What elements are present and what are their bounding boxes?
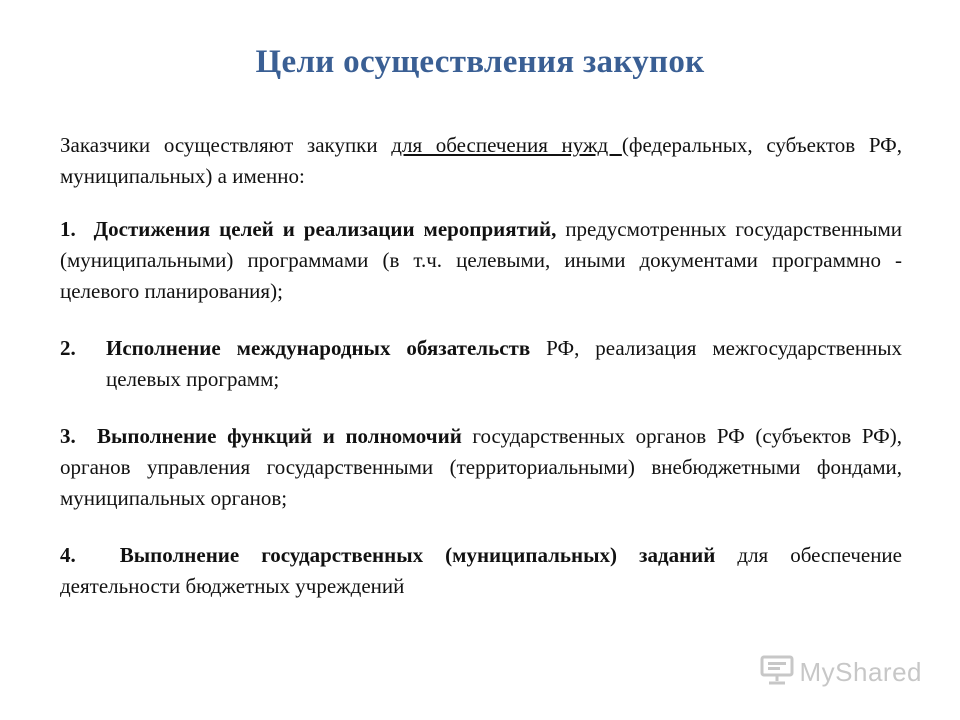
intro-underlined-text: для обеспечения нужд bbox=[391, 133, 622, 157]
intro-text-end: (федеральных, субъектов РФ, муниципальных) а именно: bbox=[60, 133, 902, 188]
item-bold-text: Исполнение международных обязательств bbox=[106, 336, 531, 360]
item-number: 2. bbox=[60, 336, 76, 360]
presentation-board-icon bbox=[760, 655, 794, 690]
list-item-3 bbox=[60, 421, 902, 514]
list-item-4 bbox=[60, 540, 902, 602]
item-bold-text: Достижения целей и реализации мероприятий, bbox=[93, 217, 557, 241]
list-item-1 bbox=[60, 214, 902, 307]
item-number: 1. bbox=[60, 217, 76, 241]
item-text: РФ, реализация межгосударственных целевых программ; bbox=[106, 336, 902, 391]
intro-paragraph bbox=[60, 130, 902, 192]
list-item-2 bbox=[60, 333, 902, 395]
watermark bbox=[760, 655, 923, 690]
item-number: 4. bbox=[60, 543, 76, 567]
item-number: 3. bbox=[60, 424, 76, 448]
item-bold-text: Выполнение функций и полномочий bbox=[97, 424, 462, 448]
item-body bbox=[106, 333, 902, 395]
watermark-text: MyShared bbox=[799, 657, 922, 687]
item-text: предусмотренных государственными (муниципальными) программами (в т.ч. целевыми, иными документами программно - целевого планирования); bbox=[60, 217, 902, 303]
slide-content bbox=[60, 130, 902, 628]
slide-title: Цели осуществления закупок bbox=[255, 44, 705, 80]
item-text: государственных органов РФ (субъектов РФ), органов управления государственными (территориальными) внебюджетными фондами, муниципальных органов; bbox=[60, 424, 902, 510]
item-bold-text: Выполнение государственных (муниципальных) заданий bbox=[119, 543, 716, 567]
item-text: для обеспечение деятельности бюджетных учреждений bbox=[60, 543, 902, 598]
intro-text-start: Заказчики осуществляют закупки bbox=[60, 133, 392, 157]
